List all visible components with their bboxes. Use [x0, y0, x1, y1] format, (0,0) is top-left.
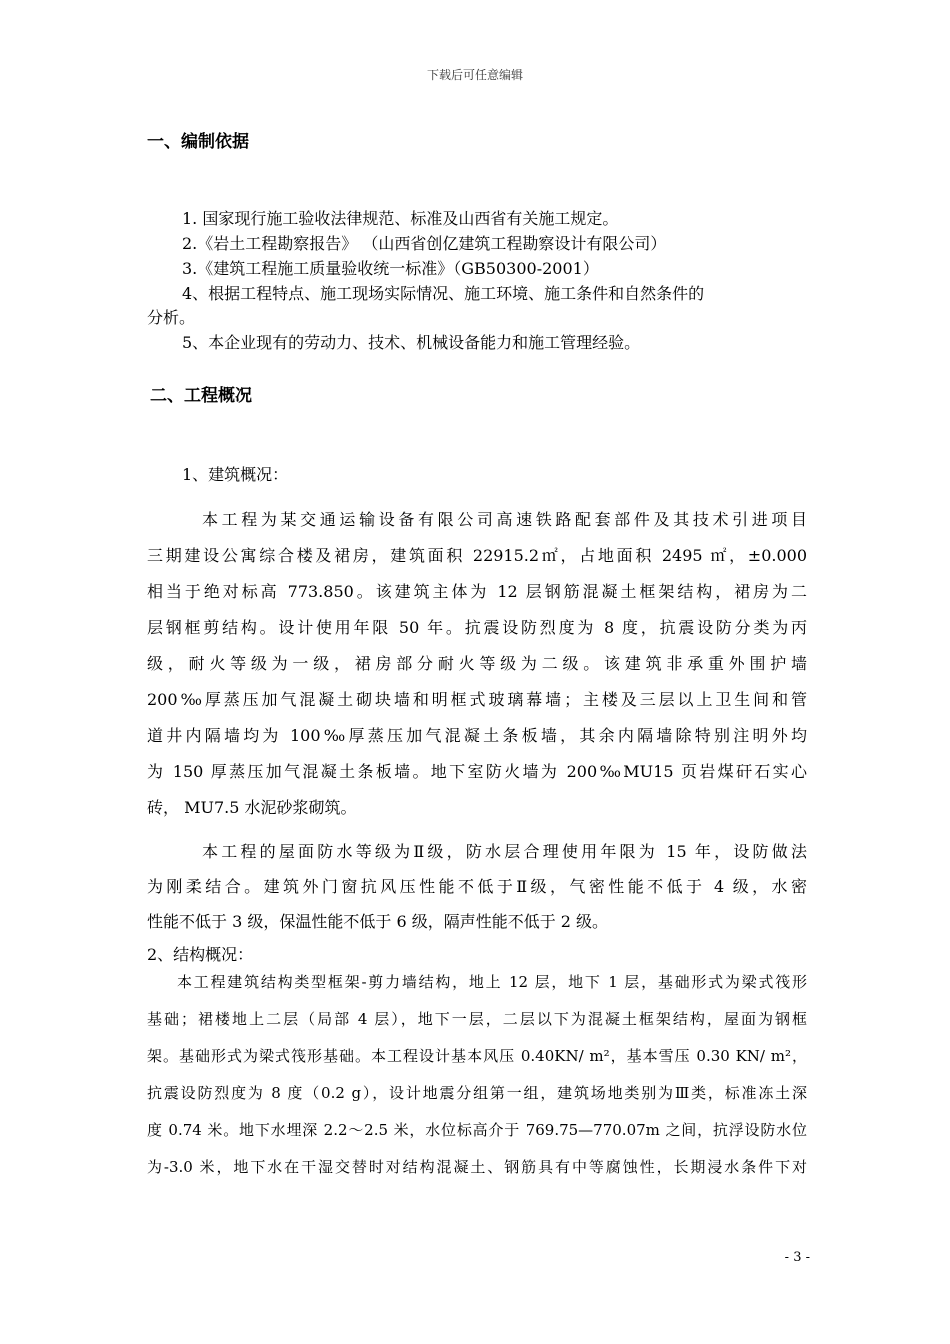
para-line: 为刚柔结合。建筑外门窗抗风压性能不低于Ⅱ级，气密性能不低于 4 级，水密 — [147, 877, 807, 896]
para-line: 本工程为某交通运输设备有限公司高速铁路配套部件及其技术引进项目 — [202, 510, 807, 529]
basis-item-3: 3.《建筑工程施工质量验收统一标准》（GB50300-2001） — [182, 259, 599, 278]
basis-item-4-cont: 分析。 — [147, 308, 196, 327]
para-line: 为 150 厚蒸压加气混凝土条板墙。地下室防火墙为 200‰MU15 页岩煤矸石实心 — [147, 762, 807, 781]
para-line: 200‰厚蒸压加气混凝土砌块墙和明框式玻璃幕墙；主楼及三层以上卫生间和管 — [147, 690, 807, 709]
section-title-basis: 一、编制依据 — [147, 132, 249, 152]
para-line: 本工程的屋面防水等级为Ⅱ级，防水层合理使用年限为 15 年，设防做法 — [202, 842, 807, 861]
para-line: 相当于绝对标高 773.850。该建筑主体为 12 层钢筋混凝土框架结构，裙房为二 — [147, 582, 807, 601]
para-line: 砖， MU7.5 水泥砂浆砌筑。 — [147, 798, 357, 817]
page-header: 下载后可任意编辑 — [426, 68, 523, 82]
section-title-overview: 二、工程概况 — [150, 386, 252, 406]
architecture-paragraph — [147, 502, 807, 826]
subsection-structure: 2、结构概况： — [147, 945, 254, 964]
para-line: 道井内隔墙均为 100‰厚蒸压加气混凝土条板墙，其余内隔墙除特别注明外均 — [147, 726, 807, 745]
waterproofing-paragraph — [147, 834, 807, 939]
para-line: 本工程建筑结构类型框架-剪力墙结构，地上 12 层，地下 1 层，基础形式为梁式筏形 — [177, 973, 807, 991]
basis-item-2: 2.《岩土工程勘察报告》 （山西省创亿建筑工程勘察设计有限公司） — [182, 234, 667, 253]
subsection-architecture: 1、建筑概况： — [182, 465, 289, 484]
basis-item-5: 5、本企业现有的劳动力、技术、机械设备能力和施工管理经验。 — [182, 333, 641, 352]
para-line: 为-3.0 米，地下水在干湿交替时对结构混凝土、钢筋具有中等腐蚀性，长期浸水条件下对 — [147, 1158, 807, 1176]
structure-paragraph — [147, 964, 807, 1186]
para-line: 层钢框剪结构。设计使用年限 50 年。抗震设防烈度为 8 度，抗震设防分类为丙 — [147, 618, 807, 637]
basis-item-4: 4、根据工程特点、施工现场实际情况、施工环境、施工条件和自然条件的 — [182, 284, 705, 303]
para-line: 性能不低于 3 级，保温性能不低于 6 级，隔声性能不低于 2 级。 — [147, 912, 609, 931]
para-line: 度 0.74 米。地下水埋深 2.2～2.5 米，水位标高介于 769.75—770.07m 之间，抗浮设防水位 — [147, 1121, 807, 1139]
page-number: - 3 - — [784, 1250, 810, 1265]
para-line: 级，耐火等级为一级，裙房部分耐火等级为二级。该建筑非承重外围护墙 — [147, 654, 807, 673]
para-line: 三期建设公寓综合楼及裙房，建筑面积 22915.2㎡，占地面积 2495 ㎡，±0.000 — [147, 546, 807, 565]
para-line: 架。基础形式为梁式筏形基础。本工程设计基本风压 0.40KN/ m²，基本雪压 0.30 KN/ m²， — [147, 1047, 807, 1065]
basis-item-1: 1. 国家现行施工验收法律规范、标准及山西省有关施工规定。 — [182, 209, 619, 228]
para-line: 抗震设防烈度为 8 度（0.2 g），设计地震分组第一组，建筑场地类别为Ⅲ类，标准冻土深 — [147, 1084, 807, 1102]
para-line: 基础；裙楼地上二层（局部 4 层），地下一层，二层以下为混凝土框架结构，屋面为钢框 — [147, 1010, 807, 1028]
